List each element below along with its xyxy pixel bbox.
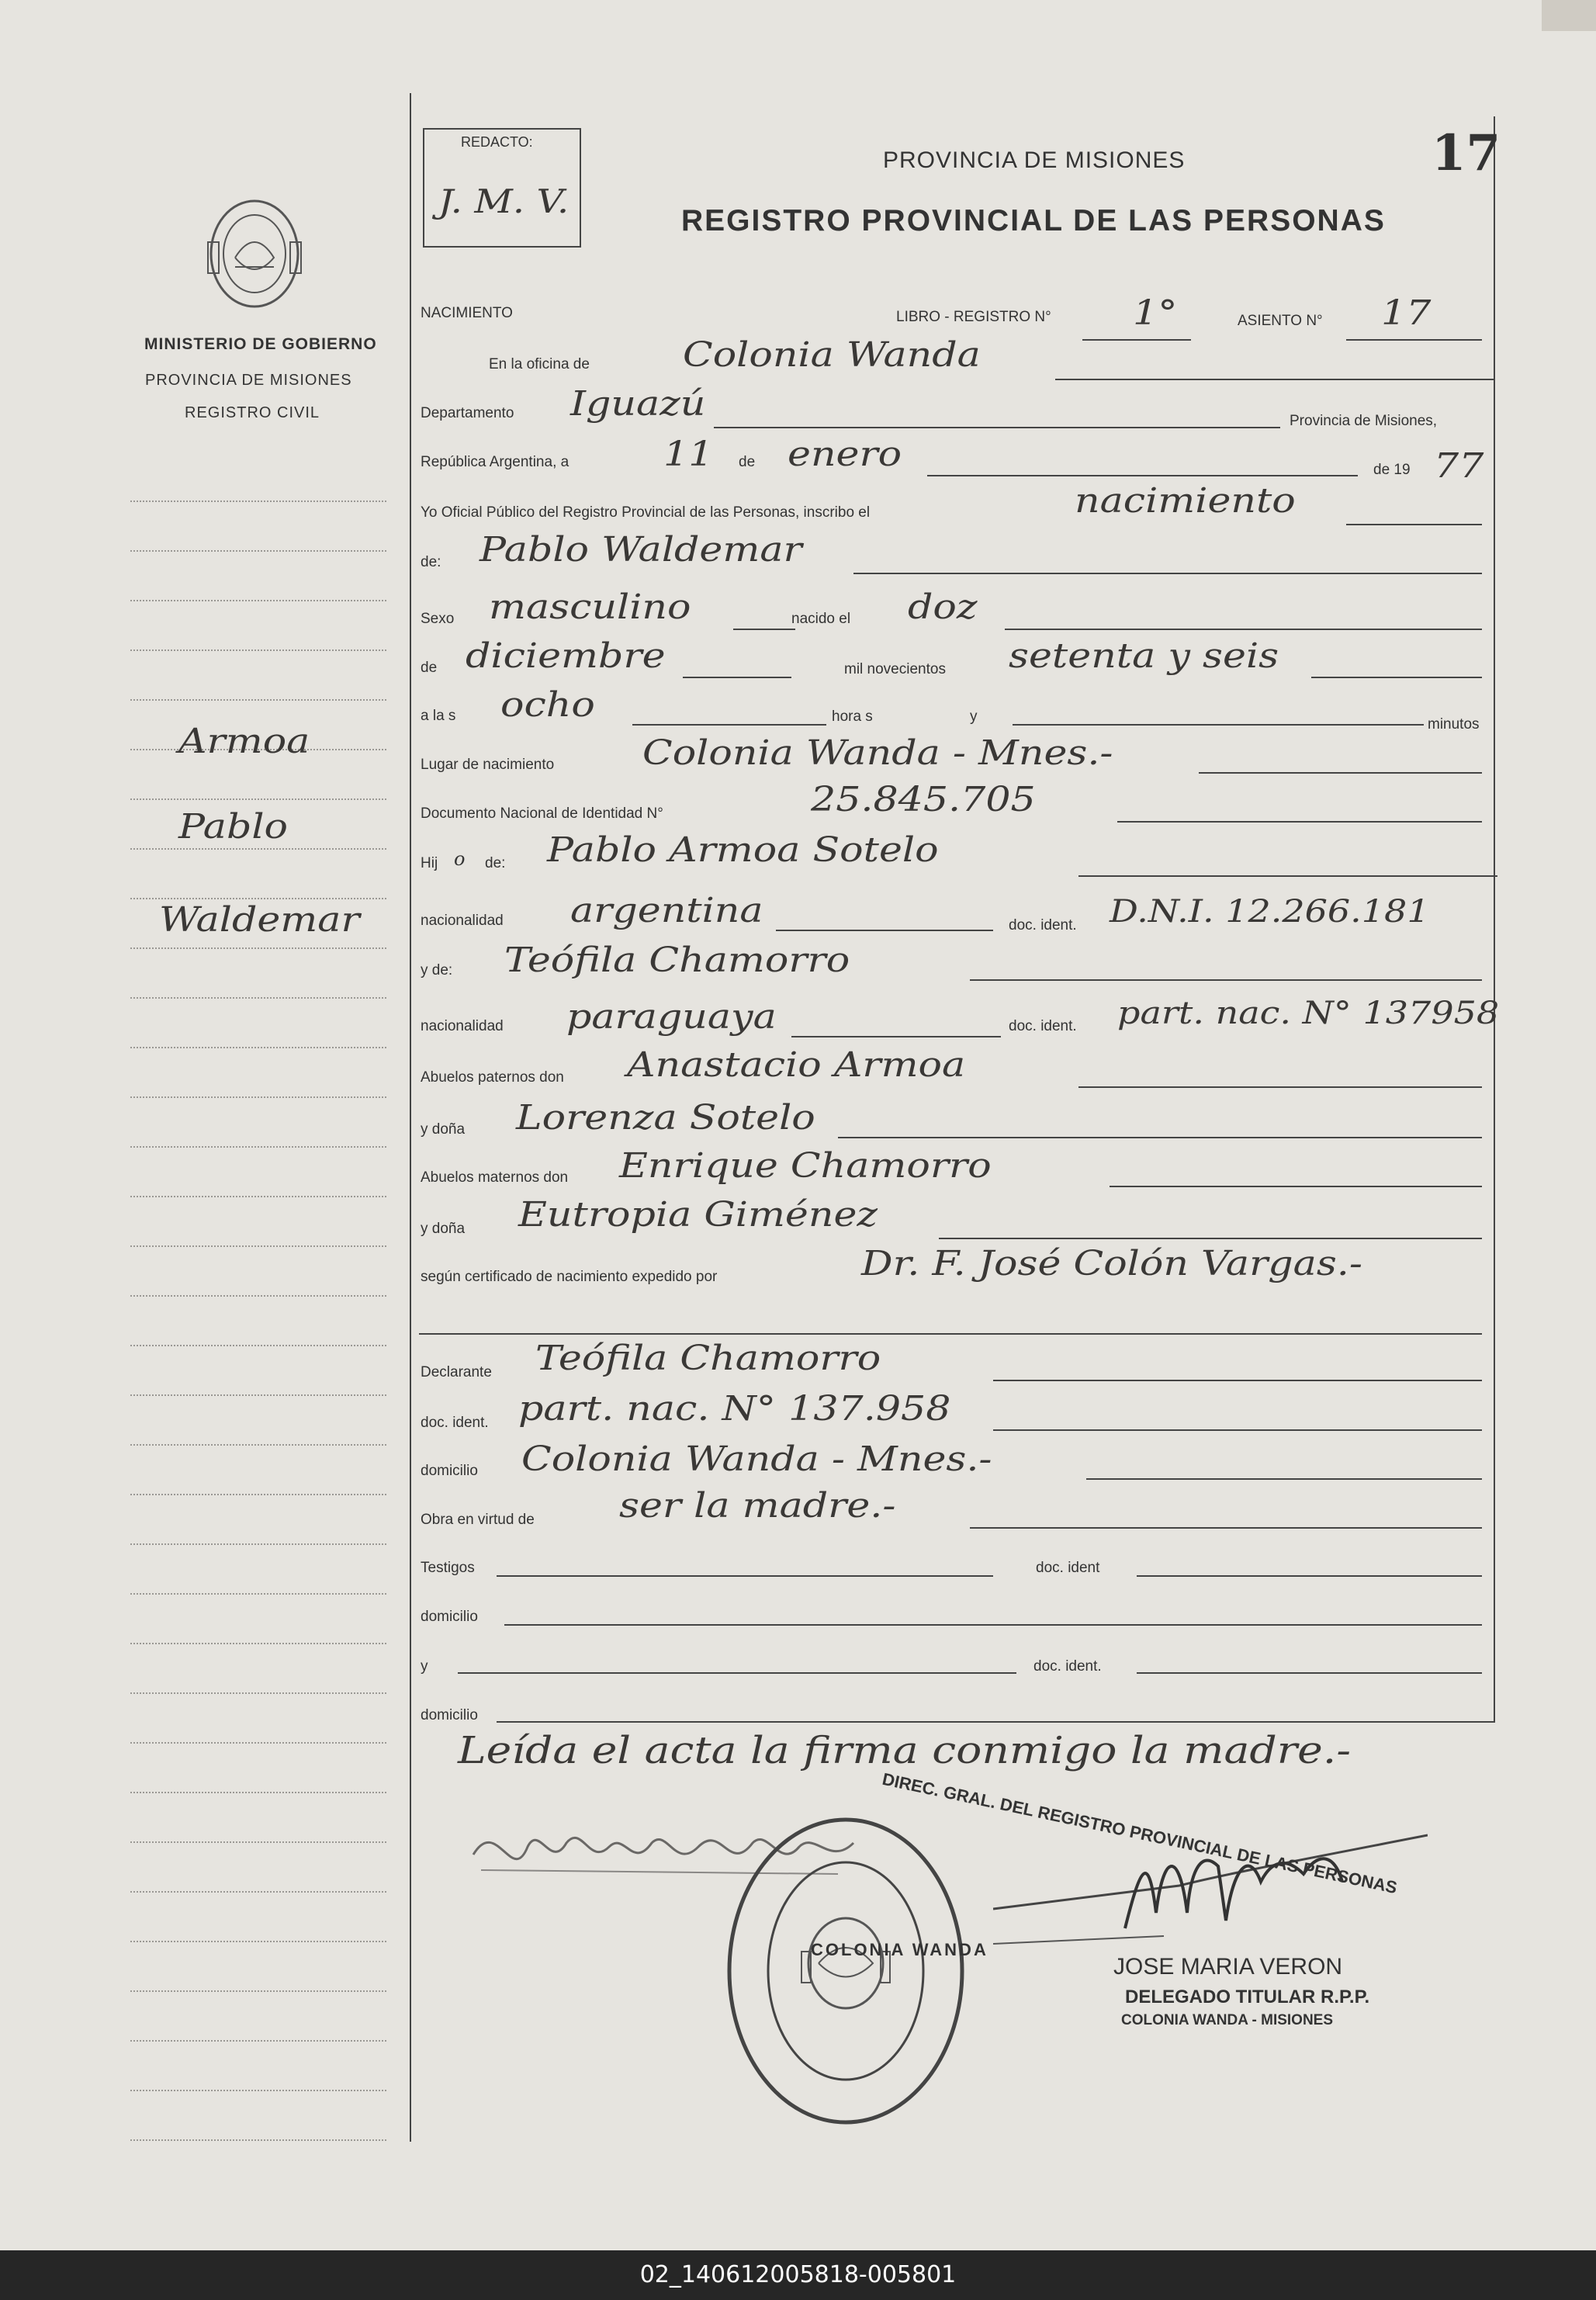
ab-mat-dona-value: Eutropia Giménez: [518, 1195, 878, 1235]
domicilio2-label: domicilio: [421, 1609, 478, 1625]
official-title: DELEGADO TITULAR R.P.P.: [1125, 1987, 1370, 2007]
y2-doc-label: doc. ident.: [1033, 1658, 1102, 1675]
libro-value: 1°: [1133, 293, 1178, 333]
y2-label: y: [421, 1658, 428, 1675]
redacto-value: J. M. V.: [438, 182, 570, 220]
margin-dotted-line: [130, 2040, 386, 2042]
documento-label: Documento Nacional de Identidad N°: [421, 805, 663, 822]
madre-nac-value: paraguaya: [566, 997, 777, 1037]
margin-dotted-line: [130, 1593, 386, 1595]
segun-value: Dr. F. José Colón Vargas.-: [861, 1244, 1362, 1283]
departamento-label: Departamento: [421, 405, 514, 421]
margin-surname: Armoa: [178, 722, 310, 761]
hijo-de-label: de:: [485, 855, 506, 871]
margin-dotted-line: [130, 699, 386, 701]
oficial-label: Yo Oficial Público del Registro Provincial de las Personas, inscribo el: [421, 504, 871, 521]
margin-first-name: Pablo: [178, 807, 288, 847]
margin-dotted-line: [130, 1643, 386, 1644]
margin-dotted-line: [130, 1941, 386, 1942]
madre-doc-label: doc. ident.: [1009, 1018, 1077, 1034]
redacto-label: REDACTO:: [461, 134, 533, 150]
segun-label: según certificado de nacimiento expedido por: [421, 1269, 718, 1285]
ab-pat-value: Anastacio Armoa: [627, 1045, 966, 1085]
libro-label: LIBRO - REGISTRO N°: [896, 309, 1051, 325]
departamento-value: Iguazú: [570, 384, 706, 424]
ministry-seal: [200, 196, 309, 312]
margin-dotted-line: [130, 501, 386, 502]
margin-dotted-line: [130, 600, 386, 601]
margin-dotted-line: [130, 1792, 386, 1793]
page-edge: [1542, 0, 1596, 31]
ministry-title: MINISTERIO DE GOBIERNO: [144, 335, 377, 353]
mil-label: mil novecientos: [844, 661, 946, 677]
declarante-doc-value: part. nac. N° 137.958: [518, 1389, 951, 1429]
registry-stamp: [718, 1808, 974, 2134]
padre-nac-value: argentina: [570, 891, 763, 930]
de-mes-label: de: [421, 660, 438, 676]
margin-second-name: Waldemar: [159, 900, 360, 940]
year-value: 77: [1434, 446, 1484, 486]
madre-doc-value: part. nac. N° 137958: [1117, 996, 1500, 1031]
margin-dotted-line: [130, 2090, 386, 2091]
domicilio-value: Colonia Wanda - Mnes.-: [521, 1439, 992, 1479]
hijo-suffix: o: [454, 848, 466, 870]
ab-pat-dona-label: y doña: [421, 1121, 466, 1138]
padre-doc-label: doc. ident.: [1009, 917, 1077, 934]
margin-dotted-line: [130, 898, 386, 899]
de-label: de: [739, 454, 756, 470]
province-heading: PROVINCIA DE MISIONES: [883, 147, 1186, 173]
dia-value: 11: [663, 435, 714, 474]
nombre-label: de:: [421, 554, 441, 570]
margin-dotted-line: [130, 947, 386, 949]
nacimiento-label: NACIMIENTO: [421, 305, 513, 321]
ab-mat-value: Enrique Chamorro: [619, 1146, 992, 1186]
provincia-label: Provincia de Misiones,: [1290, 413, 1438, 429]
y-label: y: [970, 708, 978, 725]
margin-dotted-line: [130, 1345, 386, 1346]
official-name: JOSE MARIA VERON: [1113, 1954, 1343, 1980]
frame-line-left: [410, 93, 411, 2142]
obra-value: ser la madre.-: [619, 1486, 896, 1526]
hora-label: hora s: [832, 708, 873, 725]
margin-dotted-line: [130, 1295, 386, 1297]
closing-statement: Leída el acta la firma conmigo la madre.-: [458, 1729, 1351, 1772]
lugar-label: Lugar de nacimiento: [421, 757, 555, 773]
margin-dotted-line: [130, 1096, 386, 1098]
margin-dotted-line: [130, 1742, 386, 1744]
acto-value: nacimiento: [1075, 481, 1296, 521]
testigos-doc-label: doc. ident: [1036, 1560, 1100, 1576]
margin-dotted-line: [130, 1444, 386, 1446]
margin-dotted-line: [130, 1990, 386, 1992]
margin-dotted-line: [130, 997, 386, 999]
domicilio3-label: domicilio: [421, 1707, 478, 1723]
margin-dotted-line: [130, 1047, 386, 1048]
declarante-label: Declarante: [421, 1364, 492, 1380]
nacido-label: nacido el: [791, 611, 851, 627]
republica-label: República Argentina, a: [421, 454, 570, 470]
footer-id: 02_140612005818-005801: [639, 2261, 957, 2288]
official-place: COLONIA WANDA - MISIONES: [1121, 2012, 1334, 2028]
frame-line-right: [1494, 116, 1495, 1723]
mes-value: enero: [788, 435, 902, 474]
margin-dotted-line: [130, 550, 386, 552]
hora-value: ocho: [500, 685, 595, 725]
margin-dotted-line: [130, 1245, 386, 1247]
testigos-label: Testigos: [421, 1560, 475, 1576]
margin-dotted-line: [130, 848, 386, 850]
nac-year-value: setenta y seis: [1009, 636, 1279, 676]
margin-dotted-line: [130, 1394, 386, 1396]
ab-mat-dona-label: y doña: [421, 1221, 466, 1237]
oficina-value: Colonia Wanda: [683, 335, 981, 375]
margin-dotted-line: [130, 1543, 386, 1545]
obra-label: Obra en virtud de: [421, 1512, 535, 1528]
margin-dotted-line: [130, 1494, 386, 1495]
declarante-value: Teófila Chamorro: [535, 1339, 881, 1378]
page-number: 17: [1432, 124, 1501, 182]
margin-dotted-line: [130, 649, 386, 651]
nacido-value: doz: [908, 587, 978, 627]
madre-value: Teófila Chamorro: [504, 940, 850, 980]
margin-dotted-line: [130, 1146, 386, 1148]
nombre-value: Pablo Waldemar: [479, 530, 802, 570]
minutos-label: minutos: [1428, 716, 1480, 733]
registry-heading: REGISTRO PROVINCIAL DE LAS PERSONAS: [681, 204, 1386, 237]
hijo-label: Hij: [421, 855, 438, 871]
margin-dotted-line: [130, 798, 386, 800]
padre-doc-value: D.N.I. 12.266.181: [1110, 894, 1430, 930]
asiento-label: ASIENTO N°: [1238, 313, 1323, 329]
lugar-value: Colonia Wanda - Mnes.-: [642, 733, 1113, 773]
declarante-doc-label: doc. ident.: [421, 1415, 489, 1431]
madre-nac-label: nacionalidad: [421, 1018, 504, 1034]
margin-dotted-line: [130, 1891, 386, 1893]
footer-bar: [0, 2250, 1596, 2300]
margin-dotted-line: [130, 1196, 386, 1197]
nac-mes-value: diciembre: [466, 636, 666, 676]
margin-dotted-line: [130, 2139, 386, 2141]
alas-label: a la s: [421, 708, 456, 724]
domicilio-label: domicilio: [421, 1463, 478, 1479]
stamp-inner-text: COLONIA WANDA: [811, 1940, 988, 1959]
sexo-label: Sexo: [421, 611, 455, 627]
oficina-label: En la oficina de: [489, 356, 590, 372]
padre-nac-label: nacionalidad: [421, 913, 504, 929]
margin-dotted-line: [130, 1692, 386, 1694]
asiento-value: 17: [1381, 293, 1432, 333]
sexo-value: masculino: [489, 587, 691, 627]
documento-value: 25.845.705: [811, 780, 1036, 819]
ab-pat-label: Abuelos paternos don: [421, 1069, 564, 1086]
madre-label: y de:: [421, 962, 453, 979]
margin-dotted-line: [130, 1841, 386, 1843]
ministry-province: PROVINCIA DE MISIONES: [145, 372, 352, 389]
ab-mat-label: Abuelos maternos don: [421, 1169, 569, 1186]
ministry-registry: REGISTRO CIVIL: [185, 404, 320, 421]
ab-pat-dona-value: Lorenza Sotelo: [516, 1098, 815, 1138]
padre-value: Pablo Armoa Sotelo: [547, 830, 939, 870]
stamp-outer-text: DIREC. GRAL. DEL REGISTRO PROVINCIAL DE LAS PERSONAS: [880, 1768, 1399, 1898]
de-year-label: de 19: [1373, 462, 1411, 478]
